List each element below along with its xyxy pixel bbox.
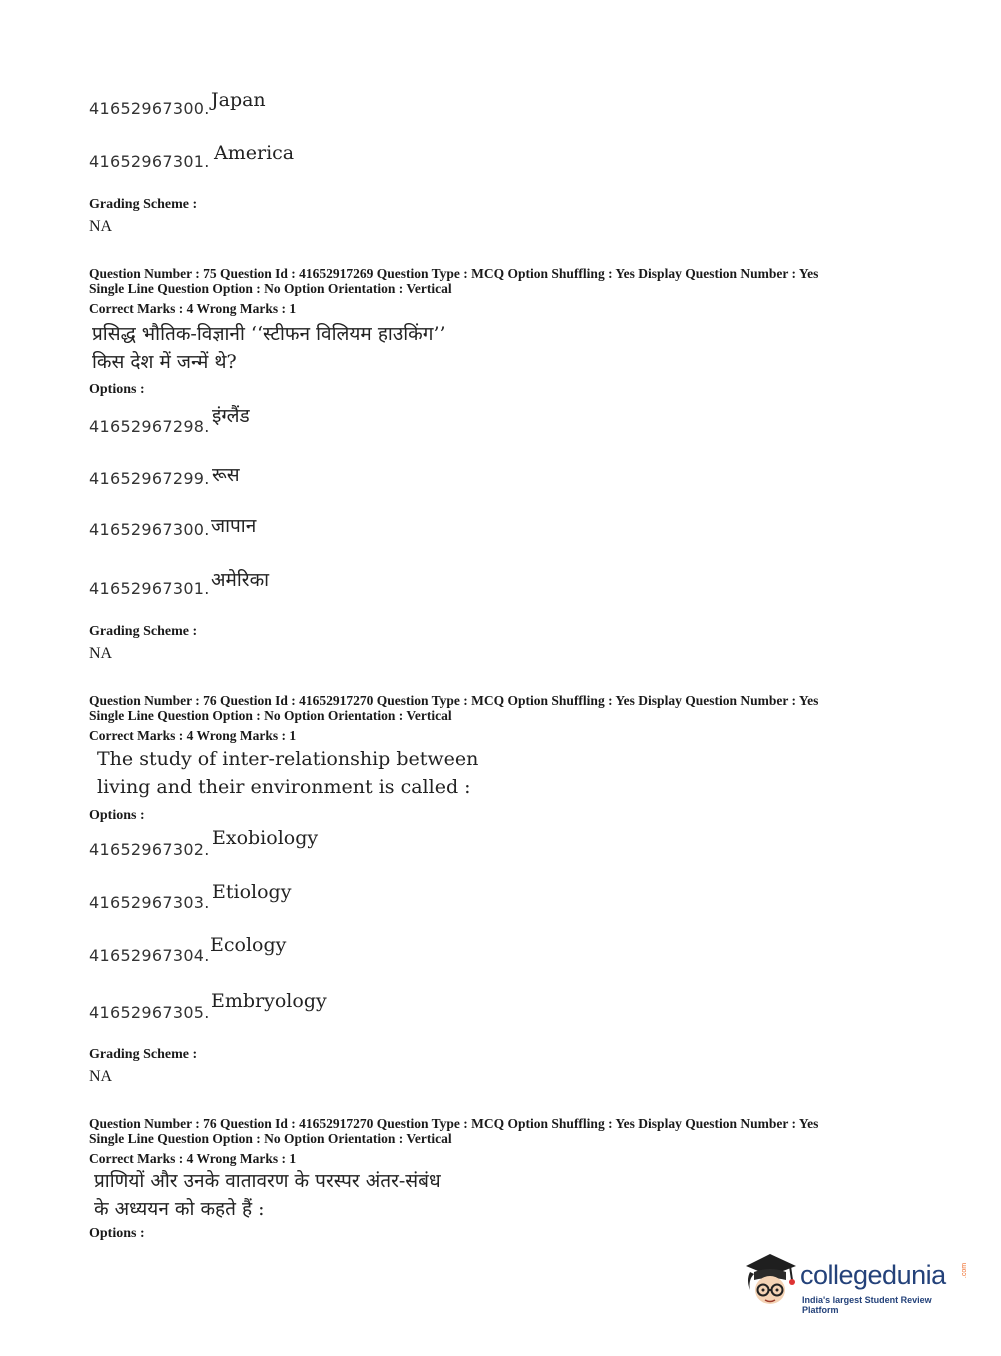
options-label: Options :	[89, 1226, 145, 1241]
option-text: Embryology	[211, 990, 327, 1012]
option-id: 41652967298.	[89, 417, 210, 436]
grading-scheme-value: NA	[89, 645, 113, 662]
question-meta-line2: Single Line Question Option : No Option Orientation : Vertical	[89, 708, 452, 723]
option-id: 41652967300.	[89, 520, 210, 539]
option-text: जापान	[211, 515, 257, 537]
brand-name: collegedunia	[800, 1260, 946, 1290]
collegedunia-logo	[740, 1250, 970, 1315]
option-text: Etiology	[212, 881, 292, 903]
question-meta-line1: Question Number : 75 Question Id : 41652917269 Question Type : MCQ Option Shuffling : Yes Display Question Number : Yes	[89, 266, 819, 281]
option-id: 41652967299.	[89, 469, 210, 488]
question-text-line2: living and their environment is called :	[97, 776, 471, 798]
question-marks: Correct Marks : 4 Wrong Marks : 1	[89, 728, 297, 743]
options-label: Options :	[89, 808, 145, 823]
question-text-line1: The study of inter-relationship between	[97, 748, 479, 770]
question-meta-line2: Single Line Question Option : No Option Orientation : Vertical	[89, 1131, 452, 1146]
question-text-line1: प्रसिद्ध भौतिक-विज्ञानी ‘‘स्टीफन विलियम हाउकिंग’’	[92, 323, 446, 345]
option-text: Exobiology	[212, 827, 319, 849]
option-text: America	[214, 142, 295, 164]
question-meta-line1: Question Number : 76 Question Id : 41652917270 Question Type : MCQ Option Shuffling : Yes Display Question Number : Yes	[89, 693, 819, 708]
option-text: Ecology	[210, 934, 287, 956]
option-id: 41652967304.	[89, 946, 210, 965]
option-id: 41652967303.	[89, 893, 210, 912]
question-text-line2: किस देश में जन्में थे?	[92, 351, 237, 373]
option-text: रूस	[212, 464, 240, 486]
options-label: Options :	[89, 382, 145, 397]
grading-scheme-label: Grading Scheme :	[89, 624, 198, 639]
grading-scheme-label: Grading Scheme :	[89, 1047, 198, 1062]
option-text: अमेरिका	[211, 569, 270, 591]
grading-scheme-value: NA	[89, 1068, 113, 1085]
question-text-line1: प्राणियों और उनके वातावरण के परस्पर अंतर-संबंध	[94, 1170, 441, 1192]
question-meta-line1: Question Number : 76 Question Id : 41652917270 Question Type : MCQ Option Shuffling : Yes Display Question Number : Yes	[89, 1116, 819, 1131]
question-marks: Correct Marks : 4 Wrong Marks : 1	[89, 301, 297, 316]
grading-scheme-label: Grading Scheme :	[89, 197, 198, 212]
question-marks: Correct Marks : 4 Wrong Marks : 1	[89, 1151, 297, 1166]
student-mascot-icon	[740, 1250, 802, 1310]
option-id: 41652967301.	[89, 579, 210, 598]
option-id: 41652967301.	[89, 152, 210, 171]
grading-scheme-value: NA	[89, 218, 113, 235]
option-id: 41652967300.	[89, 99, 210, 118]
brand-suffix: .com	[961, 1262, 969, 1279]
question-meta-line2: Single Line Question Option : No Option Orientation : Vertical	[89, 281, 452, 296]
option-id: 41652967305.	[89, 1003, 210, 1022]
option-text: Japan	[211, 89, 266, 111]
option-text: इंग्लैंड	[212, 405, 250, 427]
option-id: 41652967302.	[89, 840, 210, 859]
brand-tagline: India's largest Student Review Platform	[802, 1295, 932, 1315]
question-text-line2: के अध्ययन को कहते हैं :	[94, 1198, 265, 1220]
